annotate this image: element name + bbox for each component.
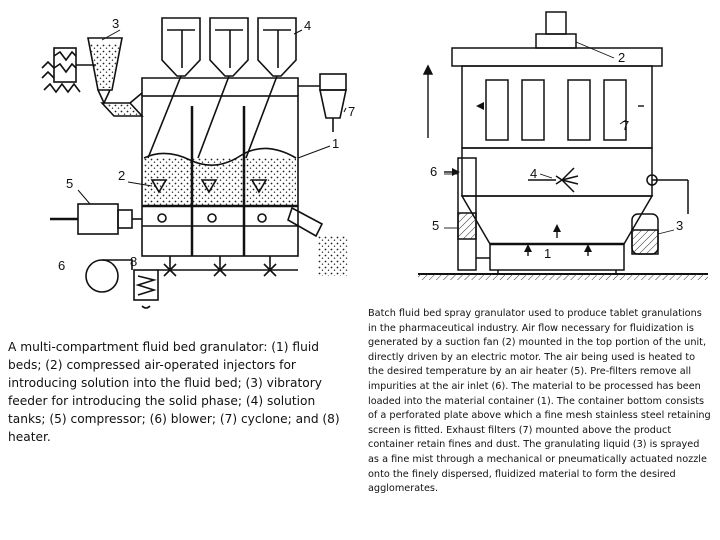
left-figure-caption: A multi-compartment fluid bed granulator: (1) fluid beds; (2) compressed air-operated injectors for introducing solution into the fluid bed; (3) vibratory feeder for introducing the solid phase; (4) solution tanks; (5) compressor; (6) blower; (7) cyclone; and (8) heater. xyxy=(8,340,340,444)
solution-tank-3 xyxy=(258,18,296,76)
label-3: 3 xyxy=(676,218,684,233)
solution-tank-1 xyxy=(162,18,200,76)
electric-motor xyxy=(546,12,566,34)
label-7: 7 xyxy=(622,118,630,133)
heater xyxy=(134,270,158,308)
label-2: 2 xyxy=(618,50,626,65)
label-3: 3 xyxy=(112,16,120,31)
right-figure-caption: Batch fluid bed spray granulator used to produce tablet granulations in the pharmaceutical industry. Air flow necessary for fluidization is generated by a suction fan (2) mounted in the top portion of the unit, directly driven by an electric motor. The air being used is heated to the desired temperature by an air heater (5). Pre-filters remove all impurities at the air inlet (6). The material to be processed has been loaded into the material container (1). The container bottom consists of a perforated plate above which a fine mesh stainless steel retaining screen is fitted. Exhaust filters (7) mounted above the product container retain fines and dust. The granulating liquid (3) is sprayed as a fine mist through a mechanical or pneumatically actuated nozzle onto the finely dispersed, fluidized material to form the desired agglomerates. xyxy=(368,308,711,495)
label-5: 5 xyxy=(66,176,74,191)
label-5: 5 xyxy=(432,218,440,233)
label-4: 4 xyxy=(304,18,312,33)
filter-housing xyxy=(462,66,652,148)
label-8: 8 xyxy=(130,254,138,269)
compressor xyxy=(50,204,142,234)
label-4: 4 xyxy=(530,166,538,181)
label-2: 2 xyxy=(118,168,126,183)
batch-spray-granulator-diagram xyxy=(418,8,708,288)
cyclone xyxy=(320,74,346,132)
air-heater xyxy=(458,213,476,239)
label-6: 6 xyxy=(430,164,438,179)
label-6: 6 xyxy=(58,258,66,273)
label-7: 7 xyxy=(348,104,356,119)
blower xyxy=(86,260,132,292)
suction-fan xyxy=(536,34,576,48)
solution-tank-2 xyxy=(210,18,248,76)
multi-compartment-granulator-diagram xyxy=(30,8,360,318)
label-1: 1 xyxy=(544,246,552,261)
fluid-beds xyxy=(144,158,296,206)
exhaust-filters xyxy=(486,80,626,140)
label-1: 1 xyxy=(332,136,340,151)
